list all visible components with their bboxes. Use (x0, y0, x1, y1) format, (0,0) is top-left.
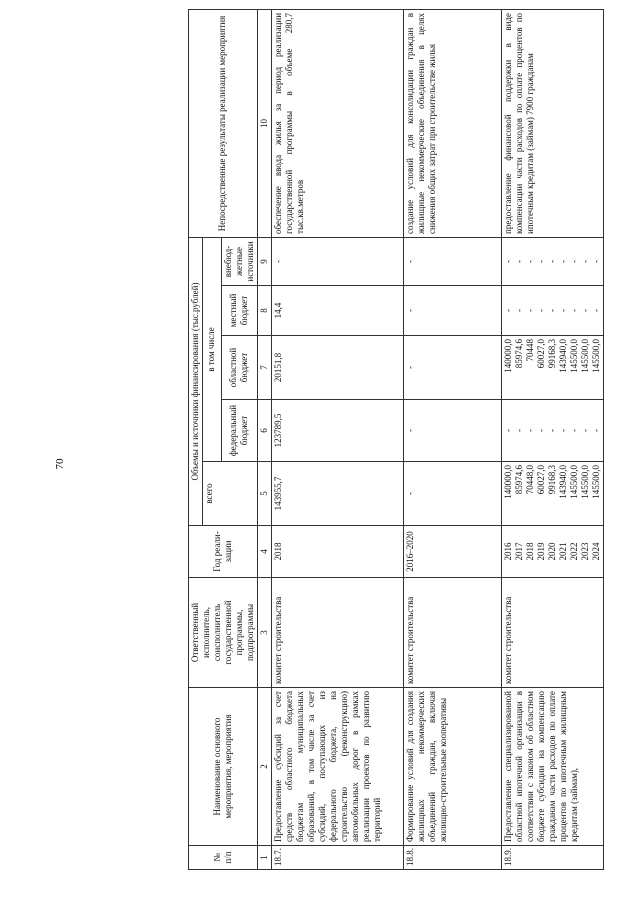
measure-name: Предоставление субсидий за счет средств областного бюджета бюджетам муниципальных образований, в том числе за счет субсидий, поступающих из федерального бюджета, на строительство (реконструкцию) автомобильных дорог в рамках реализации проектов по развитию территорий (271, 688, 403, 846)
total-value: 140000,0 (502, 465, 513, 499)
extra-value: - (502, 260, 513, 263)
local-value: - (513, 309, 524, 312)
measure-name: Формирование условий для создания жилищных некоммерческих объединений граждан, включая жилищно-строительные кооперативы (403, 688, 501, 846)
header-regional: областной бюджет (221, 336, 257, 400)
result-text: обеспечение ввода жилья за период реализации государственной программы в объеме 280,7 тыс.кв.метров (271, 9, 403, 237)
extra-value: - (557, 260, 568, 263)
regional-list (501, 336, 603, 400)
result-text: предоставление финансовой поддержки в виде компенсации части расходов по оплате процентов по ипотечным кредитам (займам) 7900 гражданам (501, 9, 603, 237)
executor: комитет строительства (501, 578, 603, 688)
header-total: всего (202, 462, 257, 526)
extra-value: - (579, 260, 590, 263)
regional-value: 60027,0 (535, 339, 546, 369)
federal-value: - (557, 429, 568, 432)
col-num-4: 4 (257, 526, 271, 578)
total-value: 143940,0 (557, 465, 568, 499)
col-num-2: 2 (257, 688, 271, 846)
extra-list (501, 237, 603, 285)
year: 2018 (271, 526, 403, 578)
col-num-8: 8 (257, 286, 271, 336)
extra-value: - (568, 260, 579, 263)
table-row (501, 9, 603, 869)
col-num-9: 9 (257, 237, 271, 285)
header-no: № п/п (189, 846, 258, 870)
total-value: 145500,0 (590, 465, 601, 499)
local-amount: 14,4 (271, 286, 403, 336)
federal-amount: - (403, 400, 501, 462)
measure-name: Предоставление специализированной областной ипотечной организации в соответствии с законом об областном бюджете субсидии на компенсацию гражданам части расходов по оплате процентов по ипотечным жилищным кредитам (займам), (501, 688, 603, 846)
header-executor: Ответственный исполнитель, соисполнитель государственной программы, подпрограммы (189, 578, 258, 688)
local-amount: - (403, 286, 501, 336)
regional-value: 145500,0 (590, 339, 601, 373)
regional-amount: 20151,8 (271, 336, 403, 400)
regional-value: 145500,0 (579, 339, 590, 373)
federal-value: - (524, 429, 535, 432)
col-num-6: 6 (257, 400, 271, 462)
local-value: - (502, 309, 513, 312)
extra-value: - (535, 260, 546, 263)
extra-value: - (524, 260, 535, 263)
regional-value: 143940,0 (557, 339, 568, 373)
header-local: местный бюджет (221, 286, 257, 336)
federal-value: - (590, 429, 601, 432)
column-number-row (257, 9, 271, 869)
total-value: 145500,0 (579, 465, 590, 499)
year-value: 2016 (502, 542, 513, 561)
header-extra: внебюд-жетные источники (221, 237, 257, 285)
funding-table (188, 9, 604, 870)
year-value: 2019 (535, 542, 546, 561)
local-value: - (557, 309, 568, 312)
year-value: 2017 (513, 542, 524, 561)
year-value: 2024 (590, 542, 601, 561)
federal-value: - (513, 429, 524, 432)
col-num-5: 5 (257, 462, 271, 526)
total-amount: 143955,7 (271, 462, 403, 526)
federal-value: - (579, 429, 590, 432)
local-value: - (590, 309, 601, 312)
extra-amount: - (403, 237, 501, 285)
regional-amount: - (403, 336, 501, 400)
federal-amount: 123789,5 (271, 400, 403, 462)
rotated-table-page (188, 10, 628, 870)
regional-value: 70448 (524, 339, 535, 362)
regional-value: 99168,3 (546, 339, 557, 369)
extra-value: - (590, 260, 601, 263)
total-value: 60027,0 (535, 465, 546, 495)
year: 2016–2020 (403, 526, 501, 578)
header-year: Год реали-зации (189, 526, 258, 578)
col-num-7: 7 (257, 336, 271, 400)
year-list (501, 526, 603, 578)
table-row (403, 9, 501, 869)
row-number: 18.7. (271, 846, 403, 870)
federal-value: - (568, 429, 579, 432)
col-num-1: 1 (257, 846, 271, 870)
row-number: 18.9. (501, 846, 603, 870)
federal-value: - (535, 429, 546, 432)
result-text: создание условий для консолидации граждан в жилищные некоммерческие объединения в целях снижения общих затрат при строительстве жилья (403, 9, 501, 237)
page-number: 70 (54, 458, 66, 470)
col-num-10: 10 (257, 9, 271, 237)
year-value: 2022 (568, 542, 579, 561)
local-value: - (579, 309, 590, 312)
row-number: 18.8. (403, 846, 501, 870)
header-name: Наименование основного мероприятия, мероприятия (189, 688, 258, 846)
federal-value: - (502, 429, 513, 432)
extra-value: - (546, 260, 557, 263)
executor: комитет строительства (403, 578, 501, 688)
year-value: 2023 (579, 542, 590, 561)
header-incl: в том числе (202, 237, 221, 461)
federal-value: - (546, 429, 557, 432)
local-value: - (546, 309, 557, 312)
header-funding: Объемы и источники финансирования (тыс.рублей) (189, 237, 203, 525)
table-row (271, 9, 403, 869)
year-value: 2021 (557, 542, 568, 561)
total-value: 70448,0 (524, 465, 535, 495)
total-value: 85974,6 (513, 465, 524, 495)
total-amount: - (403, 462, 501, 526)
local-value: - (568, 309, 579, 312)
regional-value: 140000,0 (502, 339, 513, 373)
local-value: - (524, 309, 535, 312)
header-federal: федеральный бюджет (221, 400, 257, 462)
total-value: 99168,3 (546, 465, 557, 495)
year-value: 2020 (546, 542, 557, 561)
total-value: 145500,0 (568, 465, 579, 499)
year-value: 2018 (524, 542, 535, 561)
local-list (501, 286, 603, 336)
extra-value: - (513, 260, 524, 263)
federal-list (501, 400, 603, 462)
regional-value: 85974,6 (513, 339, 524, 369)
col-num-3: 3 (257, 578, 271, 688)
total-list (501, 462, 603, 526)
header-results: Непосредственные результаты реализации мероприятия (189, 9, 258, 237)
regional-value: 145500,0 (568, 339, 579, 373)
executor: комитет строительства (271, 578, 403, 688)
extra-amount: - (271, 237, 403, 285)
local-value: - (535, 309, 546, 312)
